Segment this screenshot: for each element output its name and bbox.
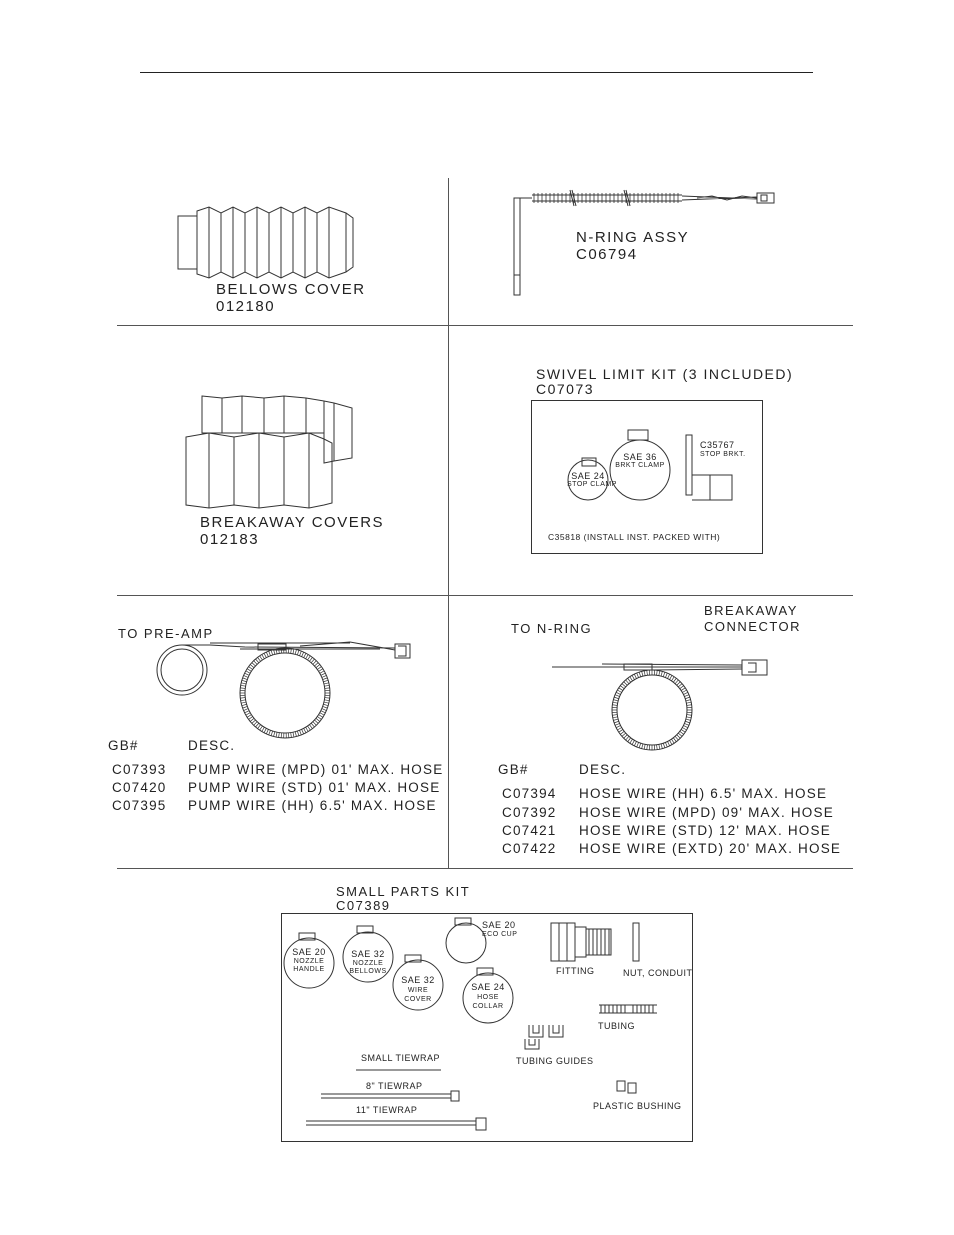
hose-collar-size: SAE 24 xyxy=(471,982,505,992)
breakaway-connector-line2: CONNECTOR xyxy=(704,619,802,634)
pump-wire-row-3-desc: PUMP WIRE (HH) 6.5' MAX. HOSE xyxy=(188,798,437,813)
breakaway-connector-line1: BREAKAWAY xyxy=(704,603,798,618)
nozzle-bellows-l2: BELLOWS xyxy=(349,968,387,975)
small-parts-kit-title: SMALL PARTS KIT xyxy=(336,884,471,899)
tiewrap-11-label: 11" TIEWRAP xyxy=(356,1105,418,1115)
tubing-guides-label: TUBING GUIDES xyxy=(516,1056,594,1066)
pump-wire-callout: TO PRE-AMP xyxy=(118,626,214,641)
wire-cover-size: SAE 32 xyxy=(401,975,435,985)
pump-wire-drawing xyxy=(150,628,430,738)
header-rule xyxy=(140,72,813,73)
tubing-label: TUBING xyxy=(598,1021,636,1031)
nozzle-handle-size: SAE 20 xyxy=(292,947,326,957)
bellows-cover-part: 012180 xyxy=(216,298,276,315)
hose-wire-drawing xyxy=(552,655,772,755)
grid-row-divider-1 xyxy=(117,325,853,326)
n-ring-assy-part: C06794 xyxy=(576,246,638,263)
grid-row-divider-2 xyxy=(117,595,853,596)
swivel-limit-kit-title: SWIVEL LIMIT KIT (3 INCLUDED) xyxy=(536,366,794,382)
nozzle-bellows-l1: NOZZLE xyxy=(352,960,384,967)
tiewrap-8-label: 8" TIEWRAP xyxy=(366,1081,423,1091)
swivel-limit-kit-part: C07073 xyxy=(536,381,595,397)
bellows-cover-drawing xyxy=(176,205,356,280)
hose-wire-row-1-desc: HOSE WIRE (HH) 6.5' MAX. HOSE xyxy=(579,786,828,801)
pump-wire-row-2-desc: PUMP WIRE (STD) 01' MAX. HOSE xyxy=(188,780,441,795)
plastic-bushing-label: PLASTIC BUSHING xyxy=(593,1101,682,1111)
stop-clamp-size: SAE 24 xyxy=(571,471,605,481)
breakaway-covers-part: 012183 xyxy=(200,531,260,548)
grid-vertical-divider xyxy=(448,178,449,868)
brkt-clamp-size: SAE 36 xyxy=(623,452,657,462)
pump-wire-row-1-part: C07393 xyxy=(112,762,167,777)
hose-collar-l1: HOSE xyxy=(477,994,499,1001)
hose-wire-row-1-part: C07394 xyxy=(502,786,557,801)
hose-wire-col-part: GB# xyxy=(498,762,529,777)
wire-cover-l2: COVER xyxy=(404,996,432,1003)
breakaway-covers-drawing xyxy=(184,393,354,508)
swivel-install-note: C35818 (INSTALL INST. PACKED WITH) xyxy=(548,532,721,542)
stop-brkt-label: STOP BRKT. xyxy=(700,451,746,458)
brkt-clamp-label: BRKT CLAMP xyxy=(615,462,665,469)
breakaway-covers-name: BREAKAWAY COVERS xyxy=(200,514,385,531)
nozzle-handle-l2: HANDLE xyxy=(293,966,325,973)
small-parts-kit-part: C07389 xyxy=(336,898,391,913)
nozzle-handle-l1: NOZZLE xyxy=(293,958,325,965)
stop-brkt-part: C35767 xyxy=(700,440,735,450)
hose-wire-row-3-desc: HOSE WIRE (STD) 12' MAX. HOSE xyxy=(579,823,831,838)
eco-cup-size: SAE 20 xyxy=(482,920,516,930)
bellows-cover-name: BELLOWS COVER xyxy=(216,281,366,298)
n-ring-assy-name: N-RING ASSY xyxy=(576,229,690,246)
small-tiewrap-label: SMALL TIEWRAP xyxy=(361,1053,441,1063)
hose-wire-row-2-desc: HOSE WIRE (MPD) 09' MAX. HOSE xyxy=(579,805,834,820)
hose-wire-row-4-part: C07422 xyxy=(502,841,557,856)
hose-wire-row-2-part: C07392 xyxy=(502,805,557,820)
pump-wire-row-2-part: C07420 xyxy=(112,780,167,795)
hose-wire-row-4-desc: HOSE WIRE (EXTD) 20' MAX. HOSE xyxy=(579,841,842,856)
hose-wire-col-desc: DESC. xyxy=(579,762,627,777)
fitting-label: FITTING xyxy=(556,966,595,976)
nozzle-bellows-size: SAE 32 xyxy=(351,949,385,959)
hose-wire-row-3-part: C07421 xyxy=(502,823,557,838)
eco-cup-l1: ECO CUP xyxy=(482,931,518,938)
hose-collar-l2: COLLAR xyxy=(472,1003,504,1010)
pump-wire-row-1-desc: PUMP WIRE (MPD) 01' MAX. HOSE xyxy=(188,762,444,777)
wire-cover-l1: WIRE xyxy=(407,987,429,994)
nut-conduit-label: NUT, CONDUIT xyxy=(623,968,693,978)
pump-wire-row-3-part: C07395 xyxy=(112,798,167,813)
pump-wire-col-part: GB# xyxy=(108,738,139,753)
pump-wire-col-desc: DESC. xyxy=(188,738,236,753)
stop-clamp-label: STOP CLAMP xyxy=(567,481,617,488)
grid-row-divider-3 xyxy=(117,868,853,869)
hose-wire-callout: TO N-RING xyxy=(511,621,593,636)
